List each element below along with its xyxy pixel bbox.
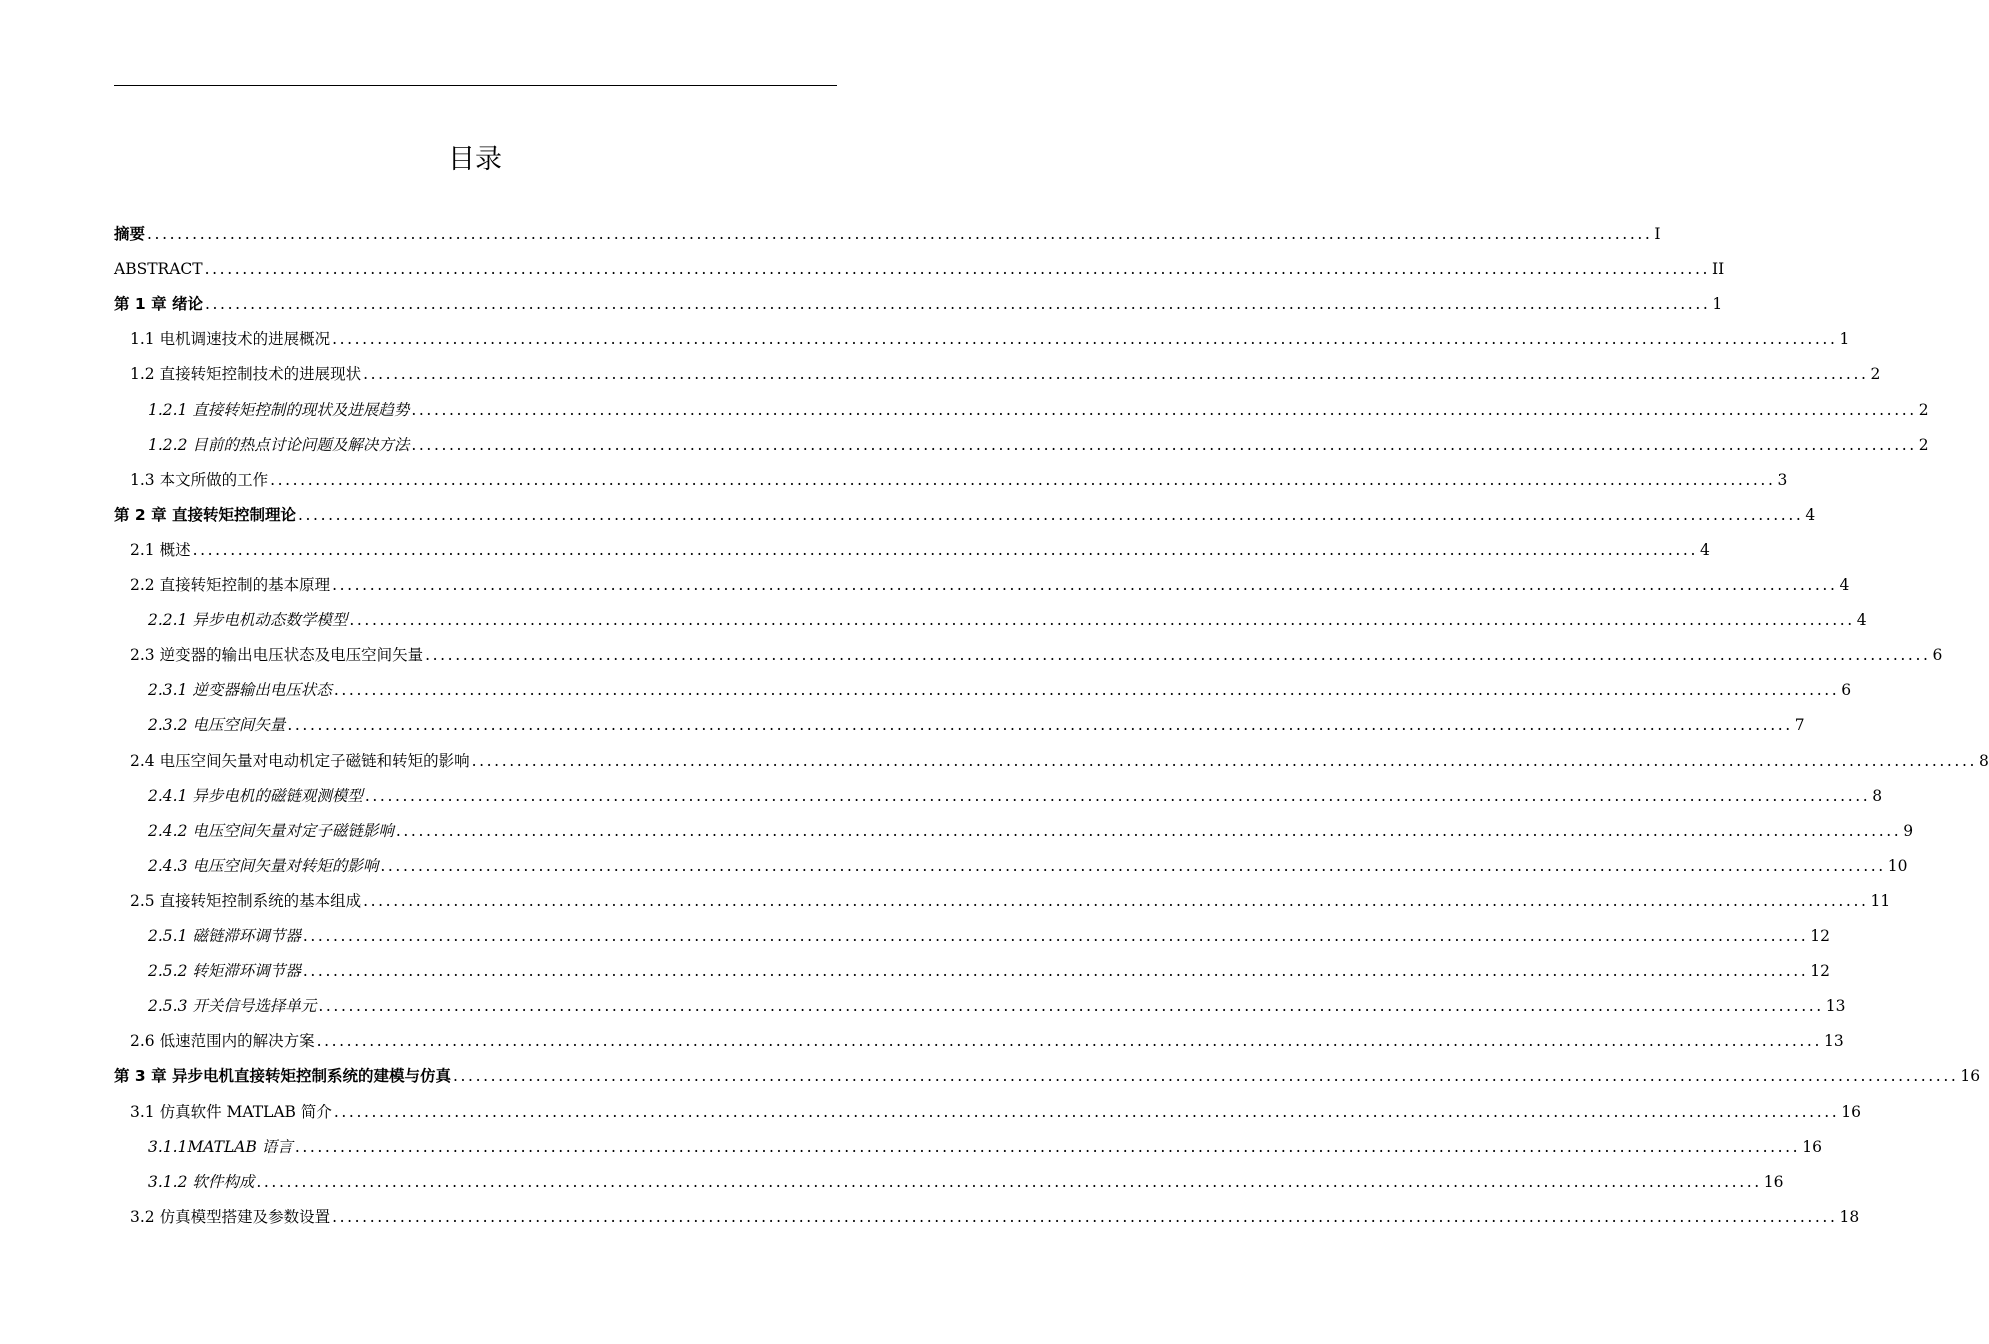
toc-entry-title: 2.4.1 异步电机的磁链观测模型	[148, 786, 363, 805]
toc-leader-dots: ........................................................................................................................................................................................................	[332, 1207, 1838, 1226]
toc-page-number: 6	[1932, 646, 1943, 665]
toc-leader-dots: ........................................................................................................................................................................................................	[204, 295, 1711, 314]
toc-leader-dots: ........................................................................................................................................................................................................	[364, 786, 1871, 805]
toc-entry[interactable]	[114, 429, 1929, 461]
toc-entry-title: 2.4 电压空间矢量对电动机定子磁链和转矩的影响	[130, 751, 470, 770]
toc-entry-title: 1.2 直接转矩控制技术的进展现状	[130, 365, 362, 384]
toc-leader-dots: ........................................................................................................................................................................................................	[333, 1102, 1840, 1121]
toc-page-number: 12	[1810, 927, 1831, 945]
toc-entry[interactable]	[114, 464, 1788, 496]
page-title: 目录	[448, 144, 502, 175]
header-rule	[114, 85, 837, 86]
toc-page-number: 16	[1841, 1102, 1862, 1121]
toc-entry-title: ABSTRACT	[114, 260, 203, 279]
toc-entry[interactable]	[114, 1025, 1844, 1057]
toc-entry[interactable]	[114, 850, 1908, 882]
toc-entry[interactable]	[114, 990, 1846, 1022]
toc-page-number: I	[1654, 225, 1661, 243]
toc-entry[interactable]	[114, 253, 1725, 285]
toc-page-number: 8	[1979, 751, 1989, 770]
toc-page-number: 4	[1805, 505, 1816, 524]
toc-entry[interactable]	[114, 569, 1850, 601]
toc-page-number: 6	[1841, 681, 1852, 700]
toc-leader-dots: ........................................................................................................................................................................................................	[363, 891, 1869, 910]
toc-leader-dots: ........................................................................................................................................................................................................	[147, 225, 1653, 243]
toc-entry[interactable]	[114, 1131, 1822, 1163]
toc-leader-dots: ........................................................................................................................................................................................................	[395, 821, 1902, 840]
toc-entry-title: 1.3 本文所做的工作	[130, 470, 269, 489]
toc-leader-dots: ........................................................................................................................................................................................................	[302, 927, 1809, 945]
toc-page-number: 8	[1872, 786, 1883, 805]
toc-leader-dots: ........................................................................................................................................................................................................	[332, 330, 1838, 349]
toc-entry[interactable]	[114, 1060, 1981, 1092]
toc-entry-title: 2.3.1 逆变器输出电压状态	[148, 681, 332, 700]
toc-entry[interactable]	[114, 709, 1805, 741]
toc-leader-dots: ........................................................................................................................................................................................................	[318, 997, 1824, 1016]
toc-page-number: II	[1712, 260, 1725, 279]
toc-page-number: 1	[1712, 295, 1723, 314]
toc-entry-title: 摘要	[114, 225, 146, 243]
toc-page-number: 18	[1839, 1207, 1860, 1226]
toc-entry[interactable]	[114, 674, 1852, 706]
toc-entry[interactable]	[114, 288, 1723, 320]
toc-page-number: 2	[1870, 365, 1881, 384]
toc-entry[interactable]	[114, 920, 1831, 952]
toc-leader-dots: ........................................................................................................................................................................................................	[287, 716, 1793, 735]
toc-entry-title: 2.5.3 开关信号选择单元	[148, 997, 317, 1016]
toc-leader-dots: ........................................................................................................................................................................................................	[270, 470, 1776, 489]
toc-entry-title: 3.1 仿真软件 MATLAB 简介	[130, 1102, 332, 1121]
toc-leader-dots: ........................................................................................................................................................................................................	[294, 1137, 1801, 1156]
toc-entry[interactable]	[114, 745, 1989, 777]
toc-entry-title: 2.2 直接转矩控制的基本原理	[130, 576, 331, 594]
toc-leader-dots: ........................................................................................................................................................................................................	[333, 681, 1840, 700]
toc-leader-dots: ........................................................................................................................................................................................................	[349, 611, 1855, 630]
toc-page-number: 1	[1839, 330, 1850, 349]
toc-page-number: 2	[1918, 435, 1929, 454]
toc-page-number: 3	[1777, 470, 1788, 489]
toc-entry-title: 2.5.2 转矩滞环调节器	[148, 962, 301, 981]
toc-entry-title: 2.1 概述	[130, 540, 191, 559]
toc-entry-title: 1.1 电机调速技术的进展概况	[130, 330, 331, 349]
toc-page-number: 9	[1903, 821, 1914, 840]
toc-entry[interactable]	[114, 815, 1914, 847]
toc-entry-title: 2.6 低速范围内的解决方案	[130, 1032, 315, 1051]
toc-leader-dots: ........................................................................................................................................................................................................	[363, 365, 1869, 384]
toc-leader-dots: ........................................................................................................................................................................................................	[411, 400, 1917, 419]
toc-entry[interactable]	[114, 1201, 1860, 1233]
toc-entry[interactable]	[114, 1096, 1862, 1128]
toc-page-number: 4	[1699, 540, 1710, 559]
toc-page-number: 4	[1839, 576, 1850, 594]
toc-entry[interactable]	[114, 218, 1661, 250]
toc-entry-title: 第 2 章 直接转矩控制理论	[114, 505, 296, 524]
toc-leader-dots: ........................................................................................................................................................................................................	[302, 962, 1809, 981]
toc-entry[interactable]	[114, 1166, 1784, 1198]
toc-entry-title: 第 1 章 绪论	[114, 295, 203, 314]
toc-leader-dots: ........................................................................................................................................................................................................	[380, 856, 1886, 875]
toc-entry[interactable]	[114, 499, 1816, 531]
toc-entry-title: 2.5 直接转矩控制系统的基本组成	[130, 891, 362, 910]
toc-leader-dots: ........................................................................................................................................................................................................	[471, 751, 1977, 770]
toc-entry-title: 1.2.2 目前的热点讨论问题及解决方法	[148, 435, 410, 454]
toc-entry-title: 2.3 逆变器的输出电压状态及电压空间矢量	[130, 646, 424, 665]
toc-page-number: 16	[1802, 1137, 1822, 1156]
toc-entry-title: 2.5.1 磁链滞环调节器	[148, 927, 301, 945]
toc-entry-title: 2.4.2 电压空间矢量对定子磁链影响	[148, 821, 394, 840]
toc-entry[interactable]	[114, 780, 1883, 812]
toc-entry[interactable]	[114, 358, 1881, 390]
toc-page-number: 16	[1960, 1067, 1981, 1086]
toc-entry-title: 3.1.2 软件构成	[148, 1172, 255, 1191]
toc-entry[interactable]	[114, 639, 1943, 671]
toc-entry[interactable]	[114, 534, 1710, 566]
toc-entry-title: 1.2.1 直接转矩控制的现状及进展趋势	[148, 400, 410, 419]
toc-entry[interactable]	[114, 323, 1850, 355]
toc-page-number: 13	[1825, 997, 1846, 1016]
toc-page-number: 13	[1823, 1032, 1844, 1051]
toc-entry[interactable]	[114, 885, 1891, 917]
toc-page-number: 7	[1794, 716, 1805, 735]
toc-leader-dots: ........................................................................................................................................................................................................	[297, 505, 1804, 524]
toc-entry-title: 3.1.1MATLAB 语言	[148, 1137, 293, 1156]
toc-page-number: 11	[1870, 891, 1891, 910]
toc-page-number: 4	[1856, 611, 1867, 630]
toc-page-number: 2	[1918, 400, 1929, 419]
toc-leader-dots: ........................................................................................................................................................................................................	[192, 540, 1698, 559]
toc-leader-dots: ........................................................................................................................................................................................................	[204, 260, 1711, 279]
toc-entry-title: 2.2.1 异步电机动态数学模型	[148, 611, 348, 630]
toc-page-number: 16	[1763, 1172, 1784, 1191]
toc-entry[interactable]	[114, 604, 1867, 636]
toc-entry-title: 2.3.2 电压空间矢量	[148, 716, 286, 735]
toc-leader-dots: ........................................................................................................................................................................................................	[425, 646, 1931, 665]
toc-entry[interactable]	[114, 955, 1831, 987]
toc-entry-title: 3.2 仿真模型搭建及参数设置	[130, 1207, 331, 1226]
toc-leader-dots: ........................................................................................................................................................................................................	[332, 576, 1838, 594]
toc-page-number: 10	[1887, 856, 1908, 875]
toc-entry-title: 2.4.3 电压空间矢量对转矩的影响	[148, 856, 379, 875]
toc-entry[interactable]	[114, 394, 1929, 426]
toc-leader-dots: ........................................................................................................................................................................................................	[256, 1172, 1762, 1191]
toc-leader-dots: ........................................................................................................................................................................................................	[316, 1032, 1822, 1051]
toc-page-number: 12	[1810, 962, 1831, 981]
toc-entry-title: 第 3 章 异步电机直接转矩控制系统的建模与仿真	[114, 1067, 451, 1086]
toc-leader-dots: ........................................................................................................................................................................................................	[452, 1067, 1959, 1086]
toc-leader-dots: ........................................................................................................................................................................................................	[411, 435, 1917, 454]
